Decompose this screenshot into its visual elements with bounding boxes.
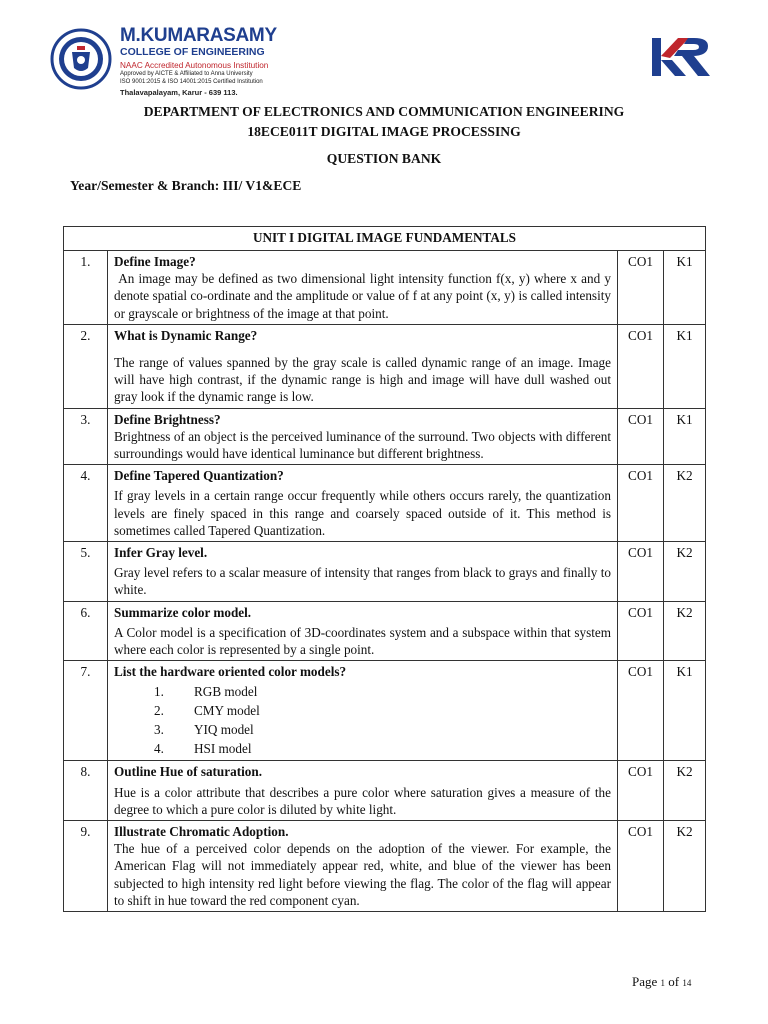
college-address: Thalavapalayam, Karur - 639 113. [120, 88, 238, 97]
k-level-cell: K1 [664, 251, 706, 325]
course-title: 18ECE011T DIGITAL IMAGE PROCESSING [247, 124, 521, 139]
co-cell: CO1 [618, 601, 664, 661]
question-text: Define Brightness? [114, 411, 221, 427]
answer-text: An image may be defined as two dimensional light intensity function f(x, y) where x and y denote spatial co-ordinate and the amplitude or value of f at any point (x, y) is called intensity or grayscale or brightness of the image at that point. [114, 271, 615, 321]
k-level-cell: K2 [664, 761, 706, 821]
question-number: 7. [64, 661, 108, 761]
list-item [154, 701, 611, 720]
approval-line-1: Approved by AICTE & Affiliated to Anna University [120, 71, 253, 77]
page-label: Page [632, 974, 661, 989]
approval-line-2: ISO 9001:2015 & ISO 14001:2015 Certified Institution [120, 78, 263, 85]
list-item-number: 3. [154, 722, 164, 738]
question-text: Define Tapered Quantization? [114, 468, 284, 484]
college-block [120, 26, 277, 98]
question-row [64, 465, 706, 542]
question-cell [108, 465, 618, 542]
question-number: 8. [64, 761, 108, 821]
answer-text: Hue is a color attribute that describes a pure color where saturation gives a measure of the degree to which a pure color is diluted by white light. [114, 784, 611, 817]
question-table [63, 226, 706, 912]
question-number: 5. [64, 542, 108, 602]
list-item [154, 682, 611, 701]
college-subtitle: COLLEGE OF ENGINEERING [120, 46, 265, 58]
list-item-label: YIQ model [194, 722, 254, 738]
letterhead [0, 0, 768, 100]
co-cell: CO1 [618, 324, 664, 408]
answer-text: A Color model is a specification of 3D-coordinates system and a subspace within that system where each color is represented by a single point. [114, 624, 611, 658]
question-row [64, 821, 706, 912]
unit-header-row [64, 227, 706, 251]
question-row [64, 661, 706, 761]
k-level-cell: K1 [664, 408, 706, 465]
question-row [64, 251, 706, 325]
question-text: Define Image? [114, 254, 196, 269]
unit-title: UNIT I DIGITAL IMAGE FUNDAMENTALS [64, 227, 706, 251]
list-item-label: HSI model [194, 741, 252, 757]
question-row [64, 761, 706, 821]
naac-line: NAAC Accredited Autonomous Institution [120, 61, 269, 70]
question-text: Outline Hue of saturation. [114, 764, 262, 780]
co-cell: CO1 [618, 251, 664, 325]
question-cell [108, 661, 618, 761]
k-level-cell: K2 [664, 821, 706, 912]
college-name: M.KUMARASAMY [120, 25, 277, 46]
kr-logo-icon [648, 34, 714, 80]
list-item-number: 2. [154, 703, 164, 719]
list-item [154, 739, 611, 758]
question-number: 1. [64, 251, 108, 325]
year-branch: Year/Semester & Branch: III/ V1&ECE [70, 178, 302, 193]
answer-text: Gray level refers to a scalar measure of intensity that ranges from black to grays and finally to white. [114, 565, 611, 598]
question-number: 2. [64, 324, 108, 408]
question-row [64, 542, 706, 602]
page-number: 1 [660, 978, 666, 988]
color-model-list [114, 682, 611, 758]
question-text: Illustrate Chromatic Adoption. [114, 824, 289, 840]
page-footer [632, 974, 691, 990]
list-item-number: 4. [154, 741, 164, 757]
answer-text: If gray levels in a certain range occur frequently while others occurs rarely, the quantization levels are finely spaced in this range and coarsely spaced outside of it. This method is sometimes called Tapered Quantization. [114, 488, 611, 538]
question-cell [108, 761, 618, 821]
question-number: 9. [64, 821, 108, 912]
department-title: DEPARTMENT OF ELECTRONICS AND COMMUNICATION ENGINEERING [143, 104, 625, 119]
k-level-cell: K1 [664, 661, 706, 761]
list-item-label: RGB model [194, 684, 258, 700]
co-cell: CO1 [618, 465, 664, 542]
k-level-cell: K2 [664, 465, 706, 542]
question-cell [108, 324, 618, 408]
answer-text: Brightness of an object is the perceived luminance of the surround. Two objects with different surroundings would have identical luminance but different brightness. [114, 428, 611, 462]
co-cell: CO1 [618, 821, 664, 912]
co-cell: CO1 [618, 661, 664, 761]
question-text: List the hardware oriented color models? [114, 664, 347, 680]
question-cell [108, 821, 618, 912]
list-item-label: CMY model [194, 703, 260, 719]
co-cell: CO1 [618, 408, 664, 465]
page-total: 14 [682, 978, 692, 988]
answer-text: The range of values spanned by the gray scale is called dynamic range of an image. Image will have high contrast, if the dynamic range is high and image will have dull washed out gray look if the dynamic range is low. [114, 355, 611, 405]
question-number: 4. [64, 465, 108, 542]
question-number: 6. [64, 601, 108, 661]
question-row [64, 601, 706, 661]
k-level-cell: K2 [664, 601, 706, 661]
k-level-cell: K2 [664, 542, 706, 602]
co-cell: CO1 [618, 761, 664, 821]
question-cell [108, 542, 618, 602]
list-item [154, 720, 611, 739]
question-text: Infer Gray level. [114, 545, 208, 561]
question-cell [108, 408, 618, 465]
k-level-cell: K1 [664, 324, 706, 408]
co-cell: CO1 [618, 542, 664, 602]
answer-text: The hue of a perceived color depends on the adoption of the viewer. For example, the American Flag will not immediately appear red, white, and blue of the viewer has been subjected to high intensity red light before viewing the flag. The color of the flag will appear to shift in hue toward the red component cyan. [114, 841, 611, 908]
list-item-number: 1. [154, 684, 164, 700]
question-text: What is Dynamic Range? [114, 327, 258, 343]
document-title: QUESTION BANK [326, 151, 442, 166]
question-cell [108, 601, 618, 661]
question-row [64, 408, 706, 465]
page-of-label: of [665, 974, 683, 989]
question-cell [108, 251, 618, 325]
question-text: Summarize color model. [114, 604, 252, 620]
question-number: 3. [64, 408, 108, 465]
question-row [64, 324, 706, 408]
college-seal-icon [50, 28, 112, 90]
